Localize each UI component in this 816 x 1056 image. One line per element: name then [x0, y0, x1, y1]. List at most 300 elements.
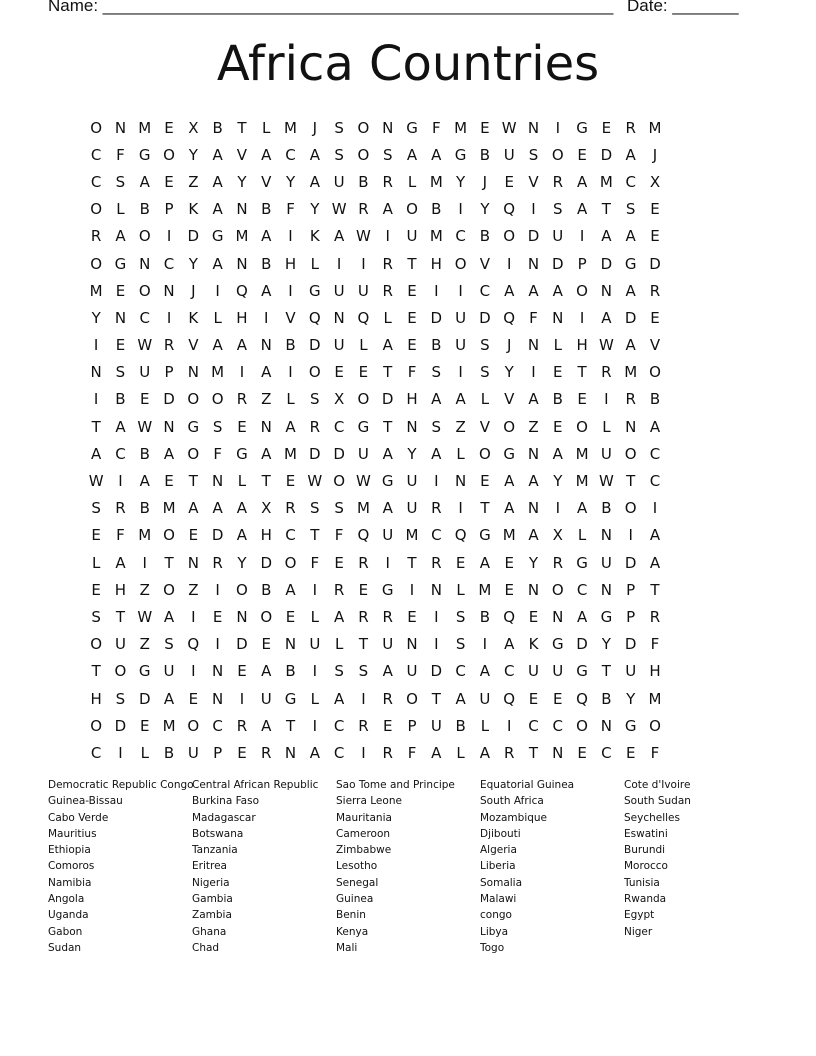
grid-letter: O — [454, 254, 467, 273]
grid-letter: T — [431, 689, 441, 708]
grid-letter: S — [212, 417, 223, 436]
grid-letter: M — [624, 363, 638, 382]
grid-letter: R — [382, 281, 393, 300]
grid-letter: B — [212, 118, 223, 137]
grid-letter: F — [116, 145, 125, 164]
grid-letter: B — [261, 254, 272, 273]
grid-letter: M — [356, 499, 370, 518]
grid-letter: Z — [188, 172, 199, 191]
grid-letter: Y — [188, 254, 198, 273]
grid-letter: I — [628, 526, 633, 545]
grid-letter: U — [528, 662, 539, 681]
word-item: Niger — [624, 925, 653, 938]
grid-letter: O — [357, 390, 370, 409]
grid-letter: O — [90, 200, 103, 219]
grid-letter: G — [236, 444, 248, 463]
grid-letter: C — [625, 172, 636, 191]
grid-letter: A — [212, 254, 223, 273]
grid-letter: E — [237, 662, 247, 681]
grid-letter: N — [236, 607, 248, 626]
grid-letter: A — [333, 689, 345, 708]
grid-letter: G — [211, 227, 224, 246]
grid-letter: S — [334, 499, 344, 518]
grid-letter: E — [528, 607, 539, 626]
grid-letter: F — [116, 526, 125, 545]
grid-row — [84, 141, 744, 168]
word-item: Gabon — [48, 925, 83, 938]
grid-letter: N — [406, 635, 418, 654]
grid-letter: C — [649, 472, 661, 491]
word-item: Namibia — [48, 876, 92, 889]
grid-letter: F — [213, 444, 222, 463]
word-item: Malawi — [480, 893, 517, 906]
grid-letter: E — [455, 553, 466, 572]
grid-letter: A — [382, 200, 393, 219]
grid-letter: A — [236, 336, 248, 355]
grid-letter: S — [528, 145, 539, 164]
grid-letter: I — [288, 363, 293, 382]
grid-letter: H — [90, 689, 102, 708]
grid-letter: O — [576, 417, 588, 436]
grid-letter: A — [601, 308, 612, 327]
grid-letter: N — [187, 553, 199, 572]
word-column — [624, 777, 768, 940]
grid-letter: E — [382, 716, 393, 735]
grid-letter: L — [91, 553, 101, 572]
grid-letter: L — [577, 526, 587, 545]
grid-letter: U — [406, 499, 418, 518]
grid-letter: T — [237, 118, 247, 137]
word-item: Angola — [48, 893, 85, 906]
grid-letter: Y — [91, 308, 101, 327]
grid-letter: A — [212, 336, 223, 355]
grid-letter: P — [213, 743, 223, 762]
grid-letter: G — [576, 118, 588, 137]
grid-letter: G — [114, 254, 127, 273]
grid-letter: W — [355, 227, 371, 246]
grid-letter: H — [260, 526, 272, 545]
grid-letter: T — [383, 417, 393, 436]
word-item: Madagascar — [192, 811, 256, 824]
grid-letter: A — [163, 689, 175, 708]
grid-letter: D — [600, 145, 613, 164]
grid-letter: N — [187, 363, 199, 382]
grid-letter: E — [164, 118, 174, 137]
grid-letter: A — [212, 145, 223, 164]
grid-letter: I — [579, 308, 585, 327]
grid-letter: N — [454, 472, 467, 491]
grid-letter: D — [576, 635, 588, 654]
grid-row — [84, 495, 744, 522]
grid-letter: A — [261, 363, 272, 382]
grid-letter: U — [309, 635, 321, 654]
grid-letter: Y — [480, 200, 490, 219]
grid-letter: I — [385, 553, 390, 572]
word-item: Mozambique — [480, 811, 548, 824]
grid-letter: H — [236, 308, 248, 327]
grid-letter: I — [93, 336, 99, 355]
word-item: Burundi — [624, 844, 666, 857]
grid-letter: I — [579, 227, 585, 246]
grid-letter: Q — [357, 308, 370, 327]
grid-letter: A — [261, 281, 272, 300]
grid-letter: F — [286, 200, 295, 219]
grid-letter: C — [90, 145, 102, 164]
grid-letter: V — [236, 145, 248, 164]
grid-letter: B — [285, 336, 296, 355]
grid-row — [84, 631, 744, 658]
grid-letter: M — [454, 118, 468, 137]
grid-letter: Y — [456, 172, 466, 191]
grid-letter: L — [237, 472, 247, 491]
grid-letter: C — [139, 308, 150, 327]
grid-letter: D — [163, 390, 175, 409]
grid-row — [84, 196, 744, 223]
grid-letter: M — [648, 118, 662, 137]
grid-letter: O — [357, 145, 370, 164]
grid-letter: I — [288, 281, 293, 300]
grid-letter: E — [212, 607, 223, 626]
grid-letter: Q — [236, 281, 248, 300]
grid-letter: I — [531, 200, 536, 219]
grid-letter: E — [91, 526, 101, 545]
grid-letter: W — [137, 336, 153, 355]
grid-letter: D — [600, 254, 613, 273]
grid-letter: N — [625, 417, 637, 436]
grid-letter: Q — [503, 689, 516, 708]
grid-letter: N — [527, 254, 540, 273]
grid-letter: U — [357, 281, 369, 300]
grid-letter: I — [482, 635, 488, 654]
grid-letter: C — [285, 526, 296, 545]
grid-letter: R — [431, 499, 442, 518]
word-column — [480, 777, 624, 956]
grid-letter: E — [285, 472, 296, 491]
grid-letter: O — [406, 200, 418, 219]
grid-letter: D — [624, 635, 637, 654]
grid-letter: R — [309, 417, 321, 436]
grid-letter: A — [576, 607, 588, 626]
grid-letter: U — [625, 662, 637, 681]
grid-letter: B — [479, 227, 491, 246]
grid-letter: E — [140, 716, 150, 735]
grid-letter: I — [336, 254, 342, 273]
grid-letter: L — [407, 172, 417, 191]
word-item: Uganda — [48, 909, 89, 922]
grid-letter: I — [215, 580, 220, 599]
grid-letter: Q — [503, 308, 516, 327]
grid-letter: A — [431, 390, 442, 409]
grid-letter: I — [191, 607, 196, 626]
grid-letter: E — [140, 390, 150, 409]
grid-letter: E — [650, 308, 660, 327]
grid-letter: R — [163, 336, 175, 355]
grid-letter: B — [139, 444, 150, 463]
grid-letter: A — [552, 281, 563, 300]
word-item: Benin — [336, 909, 366, 922]
grid-letter: H — [114, 580, 127, 599]
grid-letter: S — [553, 200, 563, 219]
grid-letter: L — [602, 417, 611, 436]
grid-letter: M — [478, 580, 492, 599]
word-item: Guinea-Bissau — [48, 795, 123, 808]
grid-letter: U — [455, 336, 467, 355]
grid-letter: G — [600, 607, 613, 626]
grid-letter: P — [626, 607, 636, 626]
word-item: Eritrea — [192, 860, 227, 873]
grid-letter: A — [115, 553, 126, 572]
grid-letter: Q — [454, 526, 467, 545]
word-column — [192, 777, 336, 956]
grid-letter: I — [312, 580, 318, 599]
grid-letter: A — [601, 227, 612, 246]
grid-letter: Y — [237, 553, 247, 572]
grid-letter: D — [309, 336, 321, 355]
grid-letter: G — [624, 254, 637, 273]
word-item: Central African Republic — [192, 779, 319, 791]
grid-letter: O — [284, 553, 297, 572]
grid-letter: U — [552, 227, 564, 246]
grid-letter: A — [309, 743, 320, 762]
grid-letter: C — [528, 716, 539, 735]
grid-letter: L — [456, 580, 465, 599]
grid-letter: O — [551, 580, 564, 599]
grid-letter: M — [89, 281, 103, 300]
grid-letter: I — [458, 281, 463, 300]
grid-letter: I — [118, 743, 123, 762]
grid-letter: M — [284, 118, 297, 137]
grid-letter: R — [358, 553, 369, 572]
grid-letter: N — [527, 499, 540, 518]
grid-letter: G — [503, 444, 515, 463]
grid-letter: N — [552, 607, 564, 626]
word-item: Algeria — [480, 844, 517, 857]
grid-letter: J — [506, 336, 512, 355]
grid-letter: D — [381, 390, 394, 409]
grid-letter: W — [331, 200, 347, 219]
grid-letter: N — [212, 689, 224, 708]
grid-letter: B — [552, 390, 563, 409]
grid-letter: N — [163, 281, 175, 300]
grid-letter: E — [164, 472, 174, 491]
grid-row — [84, 739, 744, 766]
grid-letter: O — [308, 363, 321, 382]
grid-letter: T — [601, 662, 611, 681]
grid-letter: Z — [528, 417, 539, 436]
grid-letter: G — [187, 417, 200, 436]
grid-letter: S — [310, 390, 320, 409]
grid-row — [84, 359, 744, 386]
word-item: Burkina Faso — [192, 795, 260, 808]
grid-letter: M — [599, 172, 613, 191]
grid-letter: N — [284, 635, 297, 654]
word-item: Eswatini — [624, 827, 668, 840]
grid-letter: E — [480, 472, 490, 491]
grid-letter: B — [285, 662, 296, 681]
grid-letter: T — [358, 635, 368, 654]
grid-letter: C — [333, 743, 345, 762]
grid-letter: C — [333, 417, 345, 436]
grid-letter: A — [528, 526, 539, 545]
grid-letter: A — [382, 336, 393, 355]
grid-letter: V — [479, 417, 491, 436]
grid-letter: T — [407, 254, 417, 273]
grid-letter: T — [310, 526, 320, 545]
grid-letter: S — [334, 145, 344, 164]
grid-letter: C — [455, 662, 466, 681]
grid-letter: A — [479, 553, 491, 572]
word-item: Ghana — [192, 925, 227, 938]
grid-letter: A — [333, 227, 345, 246]
grid-letter: A — [455, 390, 466, 409]
grid-letter: G — [576, 662, 588, 681]
grid-letter: D — [624, 553, 637, 572]
grid-letter: I — [288, 227, 293, 246]
grid-letter: O — [211, 390, 224, 409]
grid-letter: N — [600, 281, 612, 300]
word-item: Mali — [336, 941, 358, 954]
grid-letter: S — [91, 607, 101, 626]
grid-letter: T — [650, 580, 660, 599]
grid-letter: A — [504, 472, 515, 491]
grid-letter: I — [142, 553, 147, 572]
grid-letter: L — [553, 336, 562, 355]
grid-letter: E — [577, 145, 587, 164]
grid-letter: E — [528, 689, 539, 708]
grid-letter: N — [260, 336, 272, 355]
grid-letter: A — [431, 743, 442, 762]
word-item: Egypt — [624, 909, 655, 922]
grid-letter: B — [358, 172, 369, 191]
grid-letter: P — [164, 363, 174, 382]
word-item: Rwanda — [624, 893, 667, 906]
grid-letter: L — [262, 118, 271, 137]
grid-letter: I — [434, 281, 439, 300]
grid-letter: Y — [504, 363, 514, 382]
grid-letter: K — [188, 308, 199, 327]
grid-letter: O — [163, 580, 175, 599]
grid-letter: S — [91, 499, 101, 518]
grid-letter: R — [382, 743, 393, 762]
grid-letter: O — [333, 472, 346, 491]
word-item: congo — [480, 909, 512, 922]
grid-letter: S — [334, 662, 344, 681]
grid-letter: M — [162, 499, 176, 518]
grid-letter: G — [381, 580, 394, 599]
grid-letter: V — [285, 308, 296, 327]
grid-letter: N — [139, 254, 151, 273]
grid-letter: M — [575, 444, 589, 463]
grid-letter: N — [527, 336, 540, 355]
grid-letter: Y — [237, 172, 247, 191]
word-item: Zimbabwe — [336, 844, 392, 857]
grid-letter: M — [138, 526, 152, 545]
grid-letter: I — [434, 635, 439, 654]
word-item: Mauritius — [48, 827, 97, 840]
grid-letter: S — [431, 417, 442, 436]
word-item: Liberia — [480, 860, 516, 873]
grid-letter: A — [552, 444, 563, 463]
grid-letter: R — [552, 553, 563, 572]
grid-letter: M — [429, 172, 443, 191]
grid-letter: L — [480, 716, 490, 735]
grid-letter: A — [479, 743, 491, 762]
grid-letter: I — [506, 716, 512, 735]
grid-letter: E — [358, 363, 369, 382]
grid-letter: Q — [503, 607, 516, 626]
grid-letter: F — [529, 308, 538, 327]
grid-letter: O — [649, 716, 661, 735]
grid-letter: I — [434, 607, 439, 626]
grid-letter: D — [236, 635, 248, 654]
grid-letter: G — [284, 689, 297, 708]
grid-letter: R — [382, 254, 393, 273]
grid-letter: T — [164, 553, 174, 572]
grid-letter: A — [625, 227, 636, 246]
grid-letter: A — [625, 145, 636, 164]
grid-letter: L — [456, 743, 465, 762]
grid-letter: A — [212, 499, 223, 518]
grid-letter: T — [115, 607, 126, 626]
grid-letter: O — [503, 417, 516, 436]
grid-letter: N — [284, 743, 297, 762]
grid-letter: O — [503, 227, 516, 246]
grid-letter: L — [310, 254, 319, 273]
grid-letter: G — [138, 662, 151, 681]
grid-letter: A — [333, 607, 345, 626]
grid-letter: Y — [601, 635, 611, 654]
grid-letter: O — [260, 607, 273, 626]
word-item: Sierra Leone — [336, 795, 402, 808]
word-item: Togo — [480, 941, 505, 954]
grid-letter: N — [552, 743, 564, 762]
grid-letter: M — [138, 118, 152, 137]
grid-letter: K — [528, 635, 539, 654]
grid-letter: U — [260, 689, 272, 708]
grid-row — [84, 712, 744, 739]
grid-letter: S — [455, 635, 466, 654]
grid-letter: A — [504, 635, 515, 654]
grid-letter: S — [310, 499, 320, 518]
grid-letter: A — [528, 390, 539, 409]
grid-row — [84, 603, 744, 630]
grid-letter: Q — [503, 200, 516, 219]
grid-letter: Q — [576, 689, 588, 708]
grid-letter: A — [309, 145, 320, 164]
grid-letter: C — [115, 444, 126, 463]
word-item: Equatorial Guinea — [480, 779, 575, 791]
word-item: Gambia — [192, 893, 233, 906]
grid-letter: E — [407, 607, 417, 626]
grid-letter: U — [333, 172, 345, 191]
grid-letter: R — [625, 390, 636, 409]
grid-letter: N — [212, 662, 224, 681]
grid-letter: U — [114, 635, 126, 654]
grid-row — [84, 304, 744, 331]
grid-letter: R — [236, 716, 248, 735]
grid-letter: W — [501, 118, 517, 137]
grid-letter: N — [527, 580, 540, 599]
grid-letter: O — [406, 689, 418, 708]
grid-letter: Y — [285, 172, 296, 191]
grid-letter: G — [454, 145, 467, 164]
grid-letter: E — [115, 336, 126, 355]
grid-letter: L — [286, 390, 295, 409]
grid-letter: B — [139, 200, 150, 219]
grid-letter: R — [236, 390, 248, 409]
grid-letter: U — [406, 227, 418, 246]
grid-row — [84, 223, 744, 250]
